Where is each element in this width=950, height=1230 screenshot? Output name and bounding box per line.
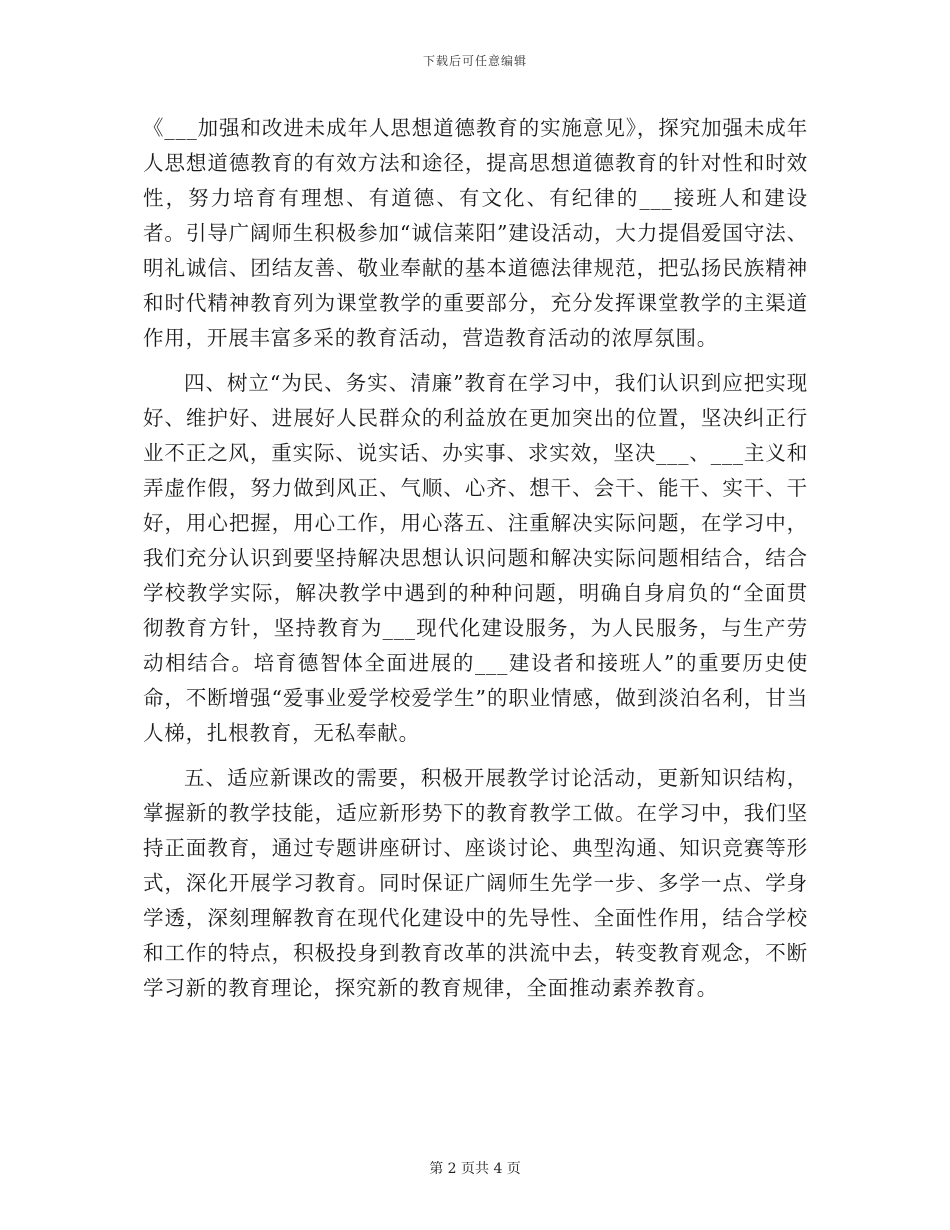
page-header: 下载后可任意编辑 [422,54,527,68]
page-footer: 第 2 页共 4 页 [429,1161,521,1177]
paragraph-3: 五、适应新课改的需要，积极开展教学讨论活动，更新知识结构，掌握新的教学技能，适应新形势下的教育教学工做。在学习中，我们坚持正面教育，通过专题讲座研讨、座谈讨论、典型沟通、知识竞赛等形式，深化开展学习教育。同时保证广阔师生先学一步、多学一点、学身学透，深刻理解教育在现代化建设中的先导性、全面性作用，结合学校和工作的特点，积极投身到教育改革的洪流中去，转变教育观念，不断学习新的教育理论，探究新的教育规律，全面推动素养教育。 [143,766,808,1000]
paragraph-1: 《___加强和改进未成年人思想道德教育的实施意见》，探究加强未成年人思想道德教育的有效方法和途径，提高思想道德教育的针对性和时效性，努力培育有理想、有道德、有文化、有纪律的___接班人和建设者。引导广阔师生积极参加“诚信莱阳”建设活动，大力提倡爱国守法、明礼诚信、团结友善、敬业奉献的基本道德法律规范，把弘扬民族精神和时代精神教育列为课堂教学的重要部分，充分发挥课堂教学的主渠道作用，开展丰富多采的教育活动，营造教育活动的浓厚氛围。 [143,116,808,350]
paragraph-2: 四、树立“为民、务实、清廉”教育在学习中，我们认识到应把实现好、维护好、进展好人民群众的利益放在更加突出的位置，坚决纠正行业不正之风，重实际、说实话、办实事、求实效，坚决___、___主义和弄虚作假，努力做到风正、气顺、心齐、想干、会干、能干、实干、干好，用心把握，用心工作，用心落五、注重解决实际问题，在学习中，我们充分认识到要坚持解决思想认识问题和解决实际问题相结合，结合学校教学实际，解决教学中遇到的种种问题，明确自身肩负的“全面贯彻教育方针，坚持教育为___现代化建设服务，为人民服务，与生产劳动相结合。培育德智体全面进展的___建设者和接班人”的重要历史使命，不断增强“爱事业爱学校爱学生”的职业情感，做到淡泊名利，甘当人梯，扎根教育，无私奉献。 [143,371,808,745]
document-body [143,111,808,1016]
